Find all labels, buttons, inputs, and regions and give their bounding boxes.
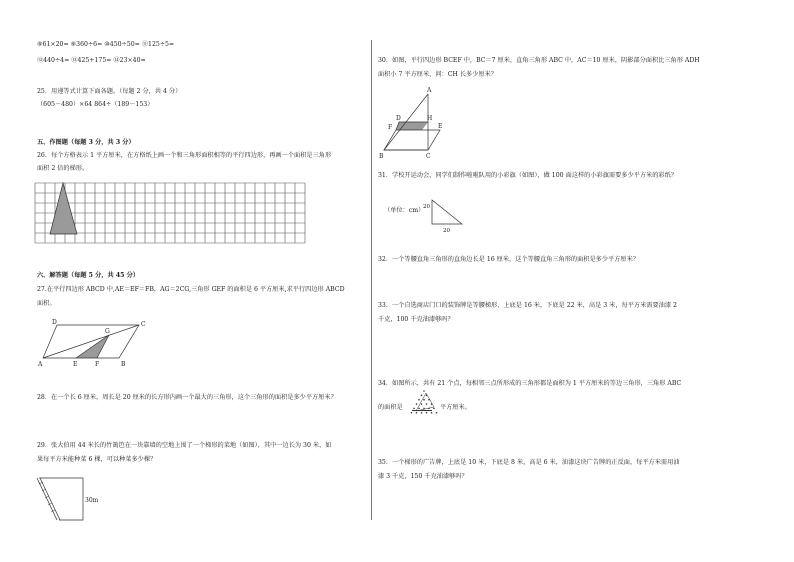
q30-figure xyxy=(376,86,456,166)
q29-trapezoid-figure xyxy=(35,474,105,524)
q34-line-1: 34．如图所示，共有 21 个点，每相邻三点所形成的三角形都是面积为 1 平方厘米的等边三角形，三角形 ABC xyxy=(378,380,682,387)
section5-title: 五、作图题（每题 3 分，共 3 分） xyxy=(37,139,135,146)
lattice-dot xyxy=(411,412,413,414)
lattice-dot xyxy=(423,399,425,401)
q29-line-1: 29．张大伯用 44 米长的竹篱笆在一块靠墙的空地上围了一个梯形的菜地（如图），其中一边长为 30 米，如 xyxy=(37,442,332,449)
label-d: D xyxy=(52,319,57,326)
label-f: F xyxy=(388,124,393,131)
side-label-horizontal: 20 xyxy=(443,228,450,234)
lattice-dot xyxy=(418,399,420,401)
fence xyxy=(39,478,83,520)
q30-line-2: 面积小 7 平方厘米，问：CH 长多少厘米？ xyxy=(378,71,497,78)
grid-paper xyxy=(35,183,315,243)
side-label-vertical: 20 xyxy=(423,204,430,210)
q35-line-1: 35．一个梯形的广告牌，上底是 10 米，下底是 8 米，高是 6 米，油漆这块广告牌的正反面，每平方米需用油 xyxy=(378,459,680,466)
q34-line-2: 的面积是 xyxy=(378,404,403,411)
q30-line-1: 30．如图，平行四边形 BCEF 中，BC＝7 厘米，直角三角形 ABC 中，AC＝10 厘米，阴影部分面积比三角形 ADH xyxy=(378,57,700,64)
lattice-dot xyxy=(423,390,425,392)
parallelogram-bcef xyxy=(384,130,440,150)
q34-line-3: 平方厘米。 xyxy=(440,404,471,411)
calc-row-1: ⑧61×20= ⑨360÷6= ⑩450÷50= ⑪125÷5= xyxy=(37,41,175,48)
q27-parallelogram-figure xyxy=(35,318,155,370)
q31-line-1: 31．学校开运动会，同学们制作啦啦队用的小彩旗（如图），做 100 面这样的小彩旗需要多少平方米的彩纸？ xyxy=(378,172,677,179)
label-g: G xyxy=(105,328,110,335)
label-c: C xyxy=(141,321,146,328)
lattice-dot xyxy=(421,395,423,397)
right-triangle xyxy=(432,200,462,224)
label-c: C xyxy=(426,153,431,160)
q32-text: 32．一个等腰直角三角形的直角边长是 16 厘米，这个等腰直角三角形的面积是多少平方厘米？ xyxy=(378,256,639,263)
q31-unit: （单位：cm） xyxy=(384,207,425,214)
column-divider xyxy=(371,40,372,520)
q26-line-1: 26．每个方格表示 1 平方厘米，在方格纸上画一个和三角形面积相等的平行四边形，再画一个面积是三角形 xyxy=(37,152,332,159)
lattice-dot xyxy=(426,403,428,405)
calc-row-2: ⑫440÷4= ⑬425+175= ⑭23×40= xyxy=(37,57,146,64)
q34-dot-triangle xyxy=(404,389,444,425)
label-a: A xyxy=(427,87,432,94)
q27-line-1: 27.在平行四边形 ABCD 中,AE＝EF＝FB，AG＝2CG,三角形 GEF 的面积是 6 平方厘米,求平行四边形 ABCD xyxy=(37,286,345,293)
lattice-dot xyxy=(416,403,418,405)
label-h: H xyxy=(427,115,433,122)
q25-title: 25．用递等式计算下面各题。（每题 2 分，共 4 分） xyxy=(37,88,182,95)
lattice-dot xyxy=(433,408,435,410)
lattice-dot xyxy=(436,412,438,414)
shaded-triangle xyxy=(50,183,77,234)
lattice-dot xyxy=(418,408,420,410)
lattice-dot xyxy=(421,412,423,414)
section6-title: 六、解答题（每题 5 分，共 45 分） xyxy=(37,272,139,279)
q33-line-1: 33．一个自选商店门口的装饰牌是等腰梯形，上底是 16 米，下底是 22 米，高是 3 米，每平方米需要油漆 2 xyxy=(378,302,677,309)
q27-line-2: 面积。 xyxy=(37,300,56,307)
q28-text: 28．在一个长 6 厘米，周长是 20 厘米的长方形内画一个最大的三角形，这个三角形的面积是多少平方厘米？ xyxy=(37,394,337,401)
label-b: B xyxy=(379,153,384,160)
wall xyxy=(37,478,57,520)
lattice-dot xyxy=(421,403,423,405)
label-f: F xyxy=(95,361,100,368)
lattice-dot xyxy=(431,412,433,414)
label-e: E xyxy=(438,123,443,130)
label-e: E xyxy=(73,361,78,368)
q33-line-2: 千克，100 千克油漆够吗？ xyxy=(378,316,454,323)
lattice-dot xyxy=(426,412,428,414)
q26-line-2: 面积 2 倍的梯形。 xyxy=(37,165,89,172)
label-b: B xyxy=(121,361,126,368)
lattice-dot xyxy=(416,412,418,414)
label-30m: 30m xyxy=(85,497,99,504)
q35-line-2: 漆 3 千克，150 千克油漆够吗？ xyxy=(378,473,468,480)
label-a: A xyxy=(38,361,43,368)
q25-expressions: （605－480）×64 864÷（189－153） xyxy=(37,101,154,108)
lattice-dot xyxy=(413,408,415,410)
q31-flag-figure xyxy=(420,196,470,236)
label-d: D xyxy=(396,115,401,122)
q29-line-2: 果每平方米能种菜 6 棵，可以种菜多少棵？ xyxy=(37,456,157,463)
